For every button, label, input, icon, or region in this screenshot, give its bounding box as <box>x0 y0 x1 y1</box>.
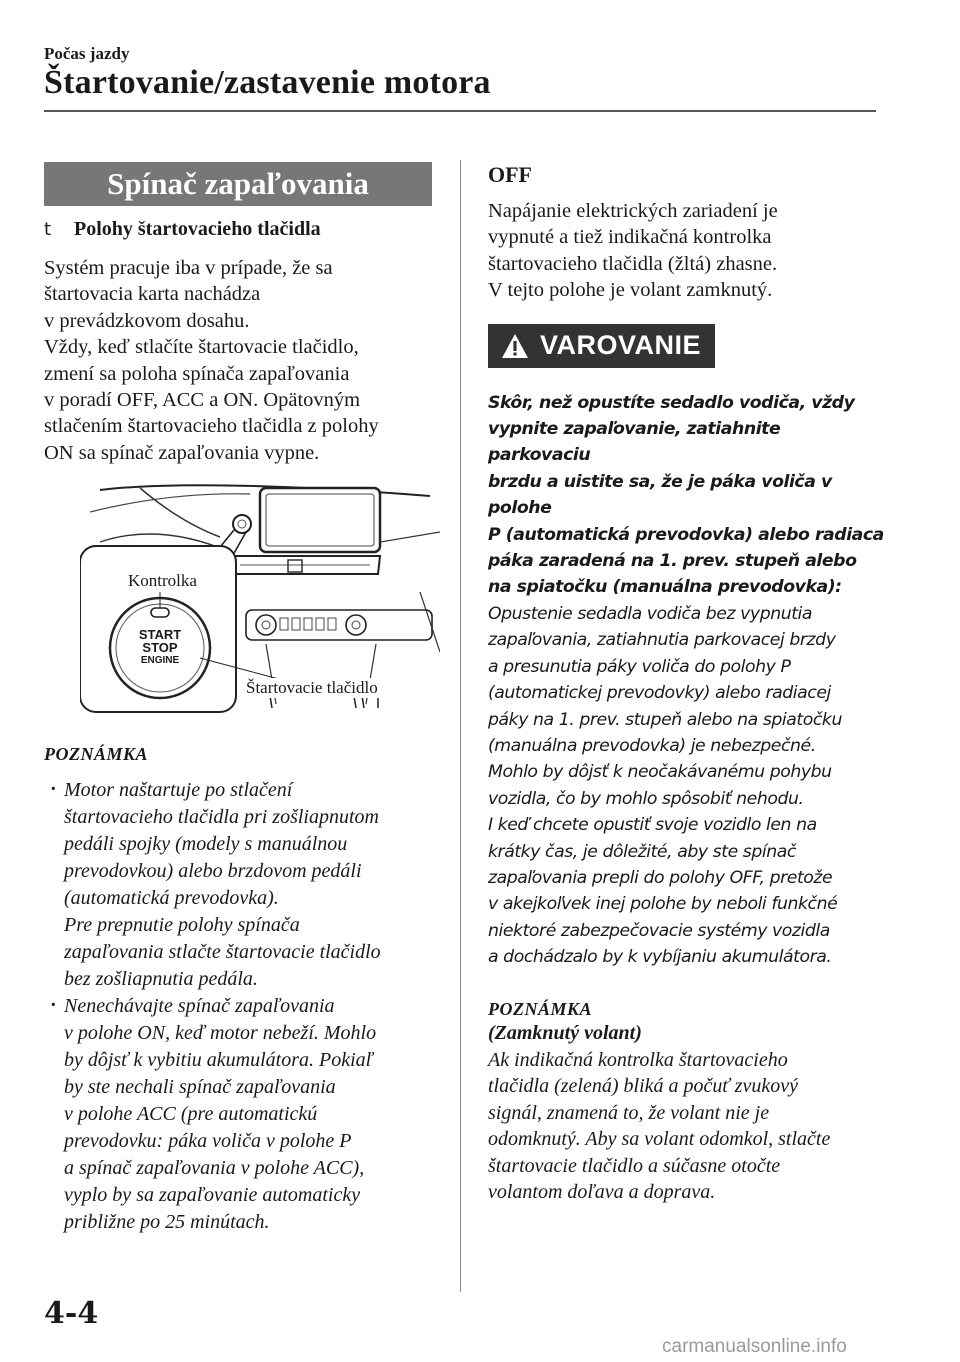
note-line: štartovacie tlačidlo a súčasne otočte <box>488 1154 781 1177</box>
paragraph-line: Vždy, keď stlačíte štartovacie tlačidlo, <box>44 336 359 359</box>
note-list <box>44 777 434 1236</box>
paragraph-line: zmení sa poloha spínača zapaľovania <box>44 362 350 385</box>
paragraph-line: štartovacieho tlačidla (žltá) zhasne. <box>488 252 778 275</box>
intro-paragraph <box>44 255 434 466</box>
note-line: a spínač zapaľovania v polohe ACC), <box>64 1157 365 1180</box>
note-paragraph <box>488 1047 888 1206</box>
note-line: prevodovku: páka voliča v polohe P <box>64 1130 352 1153</box>
warning-bold-line: brzdu a uistite sa, že je páka voliča v polohe <box>488 471 832 519</box>
paragraph-line: stlačením štartovacieho tlačidla z polohy <box>44 415 379 438</box>
warning-line: niektoré zabezpečovacie systémy vozidla <box>488 920 830 941</box>
warning-bold-line: Skôr, než opustíte sedadlo vodiča, vždy <box>488 392 855 413</box>
section-banner: Spínač zapaľovania <box>44 162 432 206</box>
warning-line: I keď chcete opustiť svoje vozidlo len na <box>488 815 817 836</box>
warning-line: v akejkoľvek inej polohe by neboli funkčné <box>488 894 838 915</box>
button-text-stop: STOP <box>142 640 178 656</box>
note-line: by ste nechali spínač zapaľovania <box>64 1076 336 1099</box>
warning-line: a presunutia páky voliča do polohy P <box>488 656 791 677</box>
warning-line: krátky čas, je dôležité, aby ste spínač <box>488 841 796 862</box>
note-line: signál, znamená to, že volant nie je <box>488 1101 770 1124</box>
warning-bold-line: vypnite zapaľovanie, zatiahnite parkovaciu <box>488 419 781 466</box>
warning-bold-line: na spiatočku (manuálna prevodovka): <box>488 577 842 598</box>
note-line: pedáli spojky (modely s manuálnou <box>64 833 348 856</box>
label-start-button: Štartovacie tlačidlo <box>246 678 378 698</box>
warning-line: Mohlo by dôjsť k neočakávanému pohybu <box>488 762 832 783</box>
warning-line: vozidla, čo by mohlo spôsobiť nehodu. <box>488 788 804 809</box>
note-line: bez zošliapnutia pedála. <box>64 968 258 991</box>
off-heading: OFF <box>488 162 532 187</box>
note-line: · Motor naštartuje po stlačení <box>64 779 293 802</box>
warning-badge <box>488 324 715 368</box>
label-indicator: Kontrolka <box>128 571 197 591</box>
warning-line: zapaľovania, zatiahnutia parkovacej brzdy <box>488 630 836 651</box>
paragraph-line: v prevádzkovom dosahu. <box>44 309 250 332</box>
note-line: · Nenechávajte spínač zapaľovania <box>64 995 335 1018</box>
subhead-bullet: t <box>44 219 52 240</box>
note-subtitle: (Zamknutý volant) <box>488 1021 642 1044</box>
paragraph-line: štartovacia karta nachádza <box>44 283 261 306</box>
right-column <box>488 162 888 1206</box>
subhead-text: Polohy štartovacieho tlačidla <box>74 218 321 240</box>
watermark: carmanualsonline.info <box>662 1336 847 1357</box>
column-divider <box>460 160 461 1292</box>
warning-bold-line: P (automatická prevodovka) alebo radiaca <box>488 524 884 545</box>
note-line: Ak indikačná kontrolka štartovacieho <box>488 1048 788 1071</box>
note-line: odomknutý. Aby sa volant odomkol, stlačte <box>488 1128 831 1151</box>
note-line: približne po 25 minútach. <box>64 1211 270 1234</box>
subhead <box>44 218 434 241</box>
note-line: Pre prepnutie polohy spínača <box>64 914 300 937</box>
warning-line: páky na 1. prev. stupeň alebo na spiatočku <box>488 709 842 730</box>
warning-line: (manuálna prevodovka) je nebezpečné. <box>488 735 816 756</box>
dashboard-figure <box>80 482 440 714</box>
warning-line: (automatickej prevodovky) alebo radiacej <box>488 683 831 704</box>
running-head: Počas jazdy <box>44 44 130 63</box>
note-line: by dôjsť k vybitiu akumulátora. Pokiaľ <box>64 1049 373 1072</box>
paragraph-line: ON sa spínač zapaľovania vypne. <box>44 441 320 464</box>
left-column <box>44 162 434 1236</box>
note-title: POZNÁMKA <box>44 744 149 765</box>
note-line: štartovacieho tlačidla pri zošliapnutom <box>64 806 379 829</box>
paragraph-line: V tejto polohe je volant zamknutý. <box>488 279 773 302</box>
warning-label: VAROVANIE <box>540 330 702 361</box>
page-number: 4-4 <box>44 1296 99 1331</box>
note-line: volantom doľava a doprava. <box>488 1181 716 1204</box>
note-line: (automatická prevodovka). <box>64 887 279 910</box>
paragraph-line: Systém pracuje iba v prípade, že sa <box>44 257 333 279</box>
warning-line: Opustenie sedadla vodiča bez vypnutia <box>488 603 813 624</box>
note-line: v polohe ACC (pre automatickú <box>64 1103 318 1126</box>
paragraph-line: Napájanie elektrických zariadení je <box>488 200 778 222</box>
note-title-2: POZNÁMKA <box>488 998 593 1019</box>
paragraph-line: v poradí OFF, ACC a ON. Opätovným <box>44 389 361 412</box>
note-line: prevodovkou) alebo brzdovom pedáli <box>64 860 362 883</box>
page-title: Štartovanie/zastavenie motora <box>44 64 491 101</box>
note-item <box>44 993 434 1236</box>
warning-text-block <box>488 390 888 971</box>
warning-bold-line: páka zaradená na 1. prev. stupeň alebo <box>488 551 857 572</box>
paragraph-line: vypnuté a tiež indikačná kontrolka <box>488 226 772 249</box>
note-line: v polohe ON, keď motor nebeží. Mohlo <box>64 1022 377 1045</box>
off-paragraph <box>488 198 888 304</box>
note-line: tlačidla (zelená) bliká a počuť zvukový <box>488 1075 798 1098</box>
title-rule <box>44 110 876 112</box>
button-text-start: START <box>138 627 182 643</box>
note-line: vyplo by sa zapaľovanie automaticky <box>64 1184 361 1207</box>
warning-line: zapaľovania prepli do polohy OFF, pretože <box>488 867 833 888</box>
note-line: zapaľovania stlačte štartovacie tlačidlo <box>64 941 381 964</box>
note-item <box>44 777 434 993</box>
button-text-engine: ENGINE <box>140 655 180 667</box>
warning-line: a dochádzalo by k vybíjaniu akumulátora. <box>488 947 832 968</box>
warning-triangle-icon <box>500 332 530 360</box>
